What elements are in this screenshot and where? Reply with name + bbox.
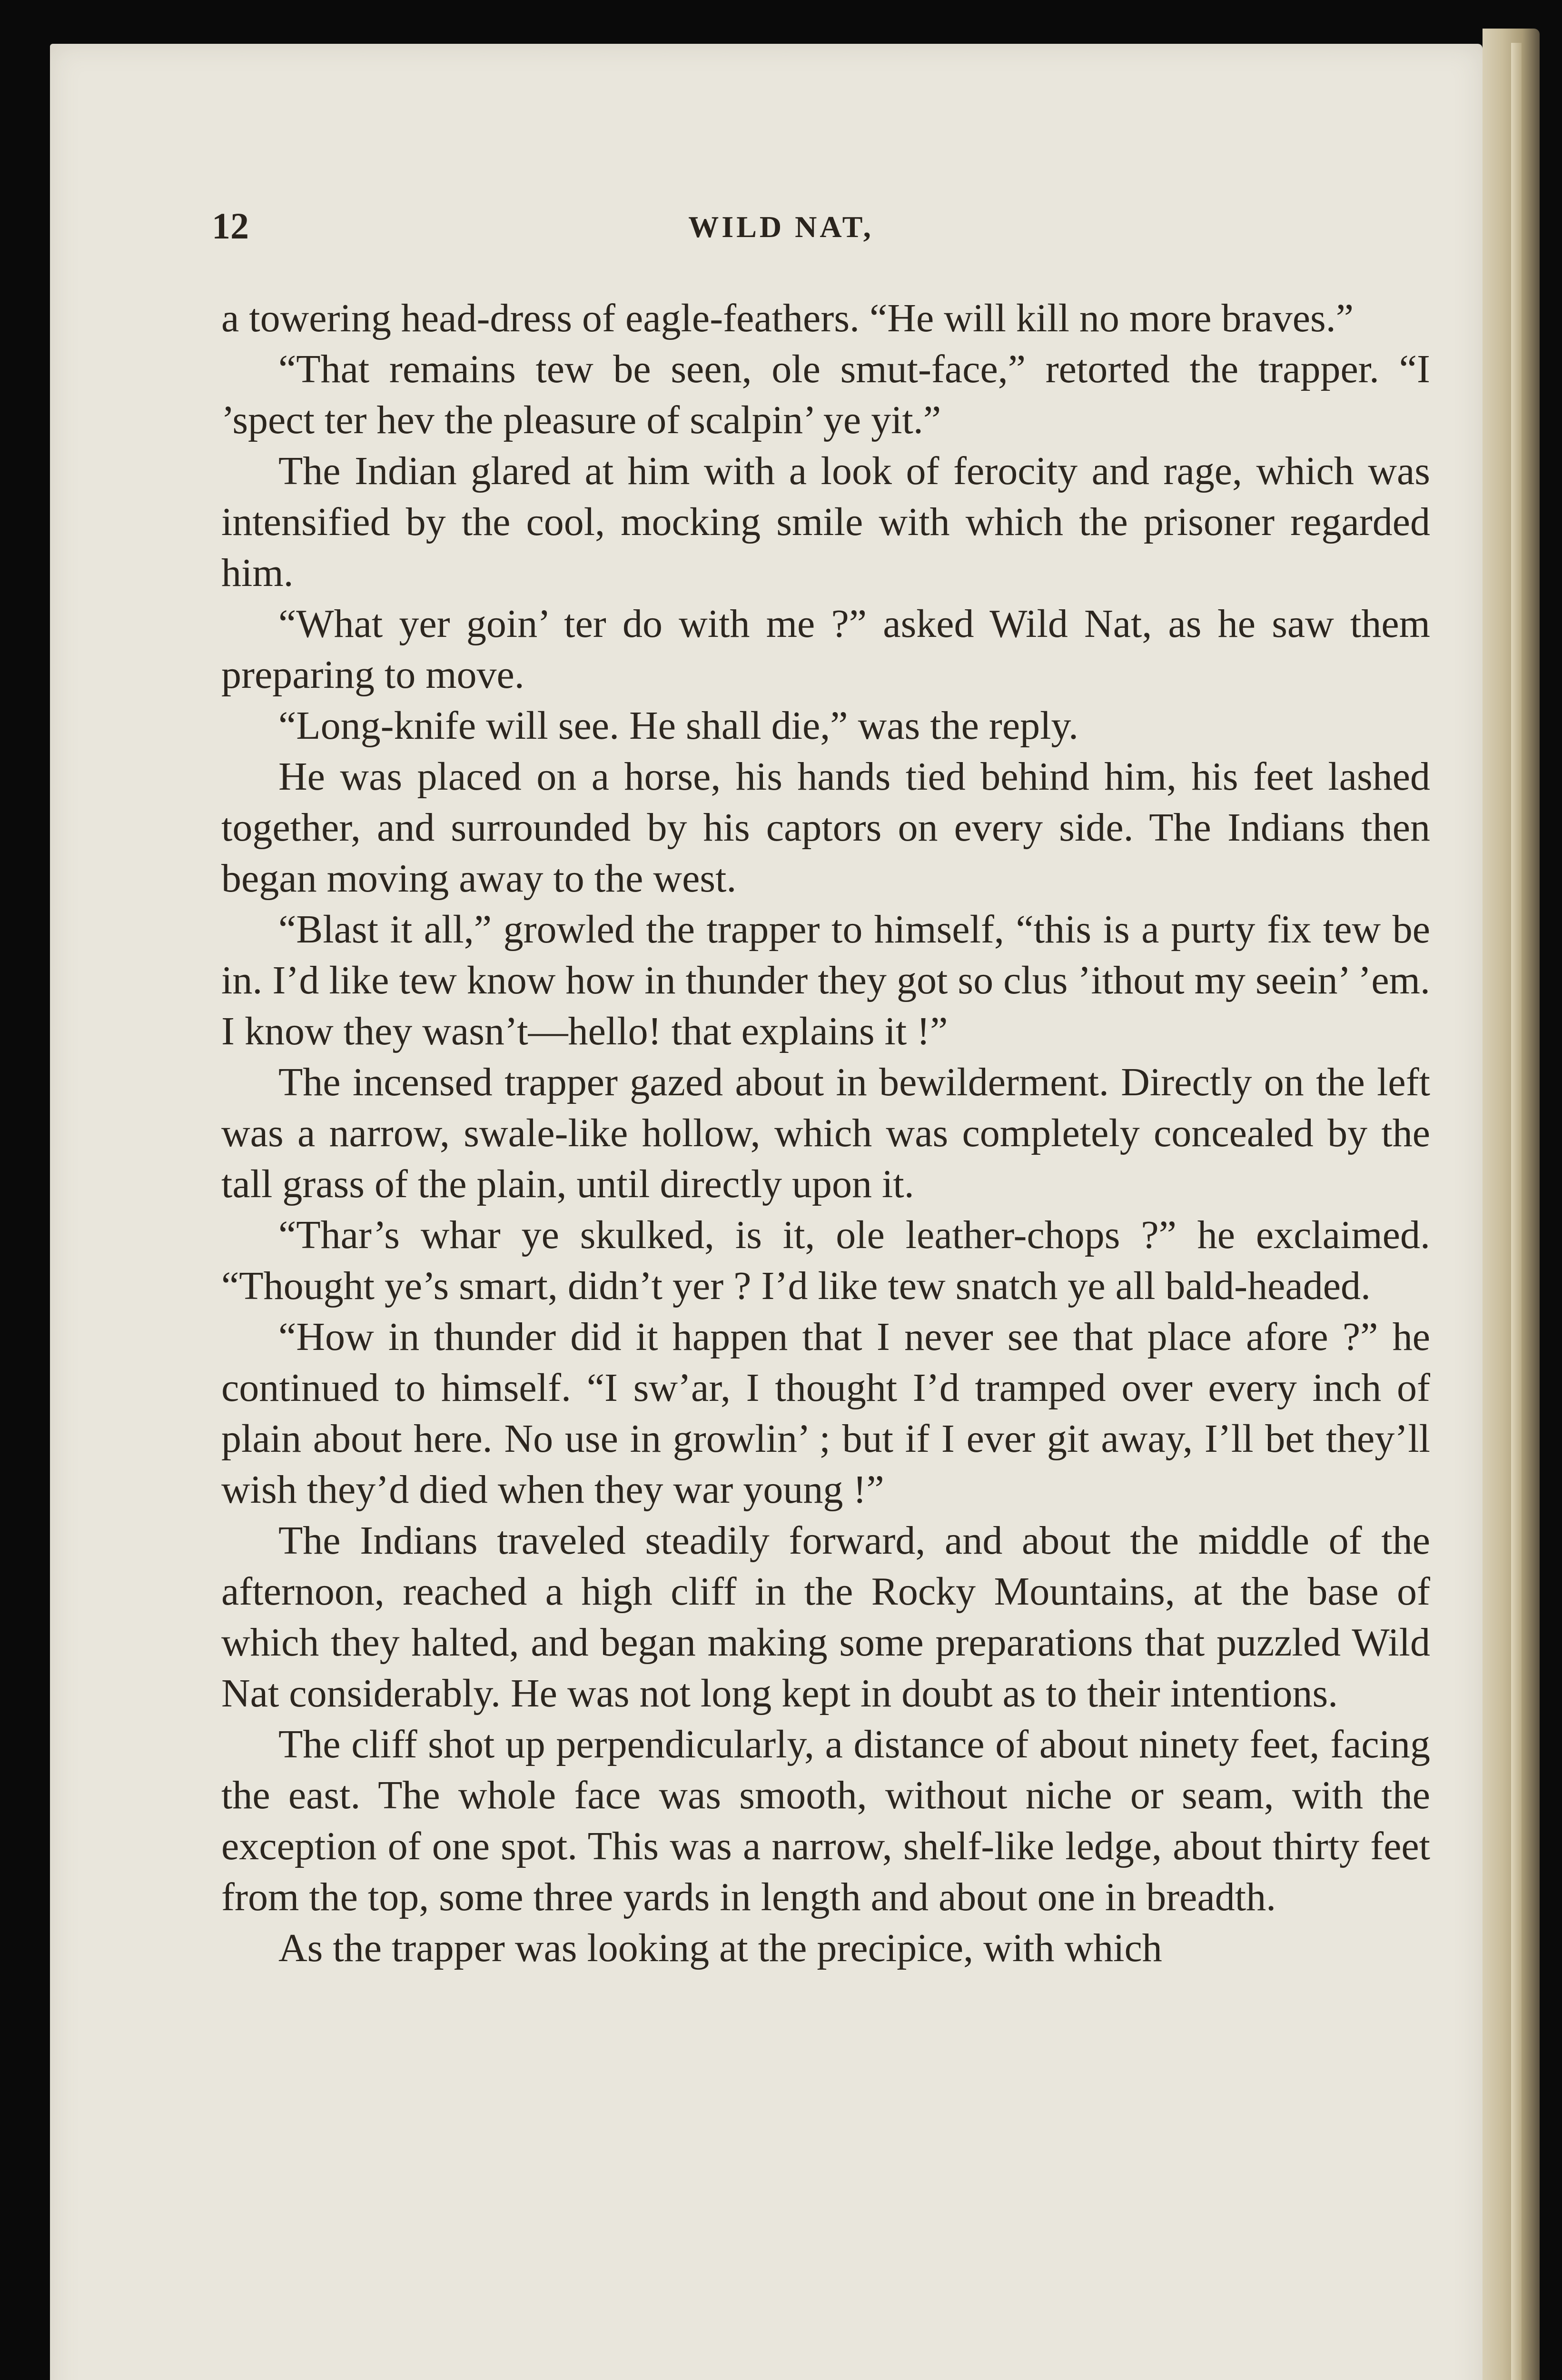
body-text — [221, 293, 1430, 1973]
paragraph: “What yer goin’ ter do with me ?” asked Wild Nat, as he saw them preparing to move. — [221, 602, 1430, 697]
paragraph: The Indian glared at him with a look of ferocity and rage, which was intensified by the cool, mocking smile with which the prisoner regarded him. — [221, 449, 1430, 595]
paragraph: The incensed trapper gazed about in bewilderment. Directly on the left was a narrow, swale-like hollow, which was completely concealed by the tall grass of the plain, until directly upon it. — [221, 1060, 1430, 1206]
paragraph: “Thar’s whar ye skulked, is it, ole leather-chops ?” he exclaimed. “Thought ye’s smart, didn’t yer ? I’d like tew snatch ye all bald-headed. — [221, 1213, 1430, 1308]
paragraph: a towering head-dress of eagle-feathers. “He will kill no more braves.” — [221, 296, 1354, 340]
paragraph: The cliff shot up perpendicularly, a distance of about ninety feet, facing the east. The whole face was smooth, without niche or seam, with the exception of one spot. This was a narrow, shelf-like ledge, about thirty feet from the top, some three yards in length and about one in breadth. — [221, 1722, 1430, 1919]
paragraph: “Long-knife will see. He shall die,” was the reply. — [278, 704, 1078, 748]
page-edges — [1511, 43, 1522, 2380]
paragraph: As the trapper was looking at the precipice, with which — [278, 1926, 1162, 1970]
page-number: 12 — [212, 205, 249, 247]
paragraph: He was placed on a horse, his hands tied behind him, his feet lashed together, and surrounded by his captors on every side. The Indians then began moving away to the west. — [221, 754, 1430, 901]
running-head: WILD NAT, — [688, 210, 874, 244]
paragraph: “How in thunder did it happen that I never see that place afore ?” he continued to himself. “I sw’ar, I thought I’d tramped over every inch of plain about here. No use in growlin’ ; but if I ever git away, I’ll bet they’ll wish they’d died when they war young !” — [221, 1315, 1430, 1512]
paragraph: “That remains tew be seen, ole smut-face,” retorted the trapper. “I ’spect ter hev the pleasure of scalpin’ ye yit.” — [221, 347, 1430, 442]
paragraph: “Blast it all,” growled the trapper to himself, “this is a purty fix tew be in. I’d like tew know how in thunder they got so clus ’ithout my seein’ ’em. I know they wasn’t—hello! that explains it !” — [221, 907, 1430, 1053]
paragraph: The Indians traveled steadily forward, and about the middle of the afternoon, reached a high cliff in the Rocky Mountains, at the base of which they halted, and began making some preparations that puzzled Wild Nat considerably. He was not long kept in doubt as to their intentions. — [221, 1518, 1430, 1716]
